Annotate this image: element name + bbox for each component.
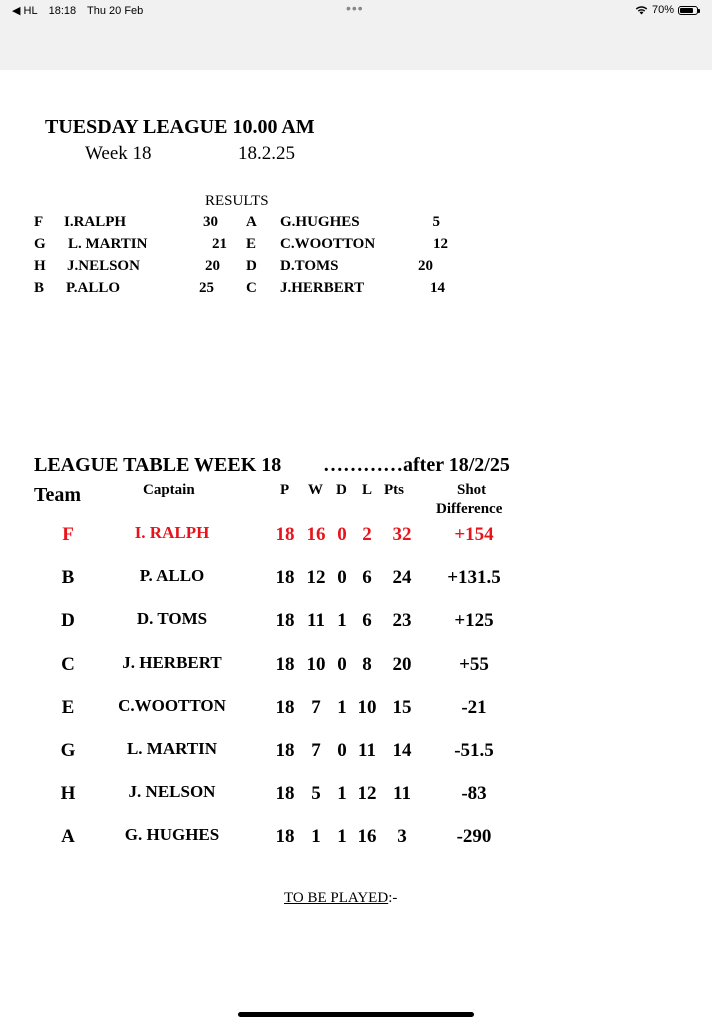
captain-name: I. RALPH <box>134 523 210 542</box>
league-table-title: LEAGUE TABLE WEEK 18 <box>34 454 282 476</box>
result-captain-1: J.NELSON <box>67 258 140 274</box>
status-time: 18:18 <box>48 5 77 17</box>
played: 18 <box>275 740 295 761</box>
shot-difference: -51.5 <box>454 740 494 761</box>
battery-icon <box>678 6 698 15</box>
team-letter: F <box>62 524 74 545</box>
lost: 6 <box>362 567 372 588</box>
captain-name: L. MARTIN <box>126 739 218 758</box>
played: 18 <box>275 567 295 588</box>
shot-difference: +125 <box>454 610 494 631</box>
won: 12 <box>306 567 326 588</box>
lost: 10 <box>357 697 377 718</box>
captain-name: G. HUGHES <box>124 825 220 844</box>
week-label: Week 18 <box>85 143 152 164</box>
team-letter: H <box>60 783 76 804</box>
battery-percent: 70% <box>651 4 674 16</box>
shot-difference: +55 <box>459 654 489 675</box>
lost: 6 <box>362 610 372 631</box>
wifi-icon <box>635 5 648 15</box>
header-captain: Captain <box>143 482 195 498</box>
drawn: 0 <box>337 654 347 675</box>
result-captain-2: G.HUGHES <box>280 214 360 230</box>
points: 24 <box>392 567 412 588</box>
team-letter: G <box>60 740 76 761</box>
points: 23 <box>392 610 412 631</box>
to-be-played-heading <box>284 890 397 907</box>
result-team-1: H <box>34 258 46 274</box>
played: 18 <box>275 783 295 804</box>
drawn: 0 <box>337 740 347 761</box>
shot-difference: +131.5 <box>447 567 501 588</box>
result-score-1: 21 <box>212 236 227 252</box>
points: 3 <box>397 826 407 847</box>
result-team-2: C <box>246 280 257 296</box>
week-date: 18.2.25 <box>238 143 295 164</box>
team-letter: B <box>61 567 75 588</box>
captain-name: J. HERBERT <box>122 653 222 672</box>
result-team-2: A <box>246 214 257 230</box>
lost: 11 <box>358 740 376 761</box>
league-table-date: …………after 18/2/25 <box>323 454 510 476</box>
result-captain-1: I.RALPH <box>64 214 127 230</box>
to-be-played-suffix: :- <box>388 890 398 906</box>
points: 32 <box>392 524 412 545</box>
header-lost: L <box>362 482 373 498</box>
drawn: 1 <box>337 697 347 718</box>
lost: 12 <box>357 783 377 804</box>
result-captain-2: C.WOOTTON <box>280 236 376 252</box>
lost: 16 <box>357 826 377 847</box>
result-score-1: 20 <box>205 258 220 274</box>
captain-name: P. ALLO <box>139 566 205 585</box>
result-score-2: 12 <box>433 236 448 252</box>
drawn: 1 <box>337 826 347 847</box>
points: 14 <box>392 740 412 761</box>
drawn: 1 <box>337 783 347 804</box>
drawn: 0 <box>337 524 347 545</box>
header-played: P <box>280 482 290 498</box>
won: 11 <box>307 610 325 631</box>
team-letter: D <box>61 610 75 631</box>
drawn: 0 <box>337 567 347 588</box>
result-team-2: E <box>246 236 257 252</box>
won: 7 <box>311 740 321 761</box>
played: 18 <box>275 610 295 631</box>
team-letter: E <box>61 697 75 718</box>
team-letter: A <box>61 826 75 847</box>
result-team-2: D <box>246 258 257 274</box>
won: 5 <box>311 783 321 804</box>
header-drawn: D <box>336 482 347 498</box>
shot-difference: -290 <box>456 826 492 847</box>
won: 1 <box>311 826 321 847</box>
header-won: W <box>308 482 323 498</box>
result-team-1: B <box>34 280 45 296</box>
shot-difference: -83 <box>461 783 487 804</box>
won: 16 <box>306 524 326 545</box>
won: 7 <box>311 697 321 718</box>
document-title: TUESDAY LEAGUE 10.00 AM <box>45 116 315 138</box>
results-heading: RESULTS <box>205 193 269 209</box>
shot-difference: -21 <box>461 697 487 718</box>
captain-name: D. TOMS <box>136 609 208 628</box>
header-points: Pts <box>384 482 404 498</box>
played: 18 <box>275 654 295 675</box>
result-score-2: 14 <box>430 280 445 296</box>
lost: 2 <box>362 524 372 545</box>
captain-name: J. NELSON <box>128 782 216 801</box>
shot-difference: +154 <box>454 524 494 545</box>
points: 11 <box>393 783 411 804</box>
result-captain-2: D.TOMS <box>280 258 339 274</box>
status-bar <box>0 0 712 70</box>
multitasking-dots[interactable]: ••• <box>346 0 364 16</box>
team-letter: C <box>61 654 75 675</box>
result-score-2: 20 <box>418 258 433 274</box>
result-captain-1: L. MARTIN <box>68 236 148 252</box>
header-shot: Shot <box>457 482 487 498</box>
played: 18 <box>275 826 295 847</box>
result-captain-1: P.ALLO <box>66 280 121 296</box>
result-score-1: 30 <box>203 214 218 230</box>
result-team-1: G <box>34 236 46 252</box>
result-captain-2: J.HERBERT <box>280 280 365 296</box>
header-team: Team <box>34 484 82 506</box>
captain-name: C.WOOTTON <box>118 696 226 715</box>
points: 20 <box>392 654 412 675</box>
drawn: 1 <box>337 610 347 631</box>
played: 18 <box>275 524 295 545</box>
lost: 8 <box>362 654 372 675</box>
header-difference: Difference <box>436 501 503 517</box>
back-to-app-link[interactable]: ◀ HL <box>12 5 38 17</box>
result-team-1: F <box>34 214 44 230</box>
result-score-1: 25 <box>199 280 214 296</box>
home-indicator[interactable] <box>238 1012 474 1017</box>
result-score-2: 5 <box>432 214 440 230</box>
played: 18 <box>275 697 295 718</box>
status-date: Thu 20 Feb <box>87 5 144 17</box>
to-be-played-label: TO BE PLAYED <box>284 890 389 906</box>
won: 10 <box>306 654 326 675</box>
points: 15 <box>392 697 412 718</box>
